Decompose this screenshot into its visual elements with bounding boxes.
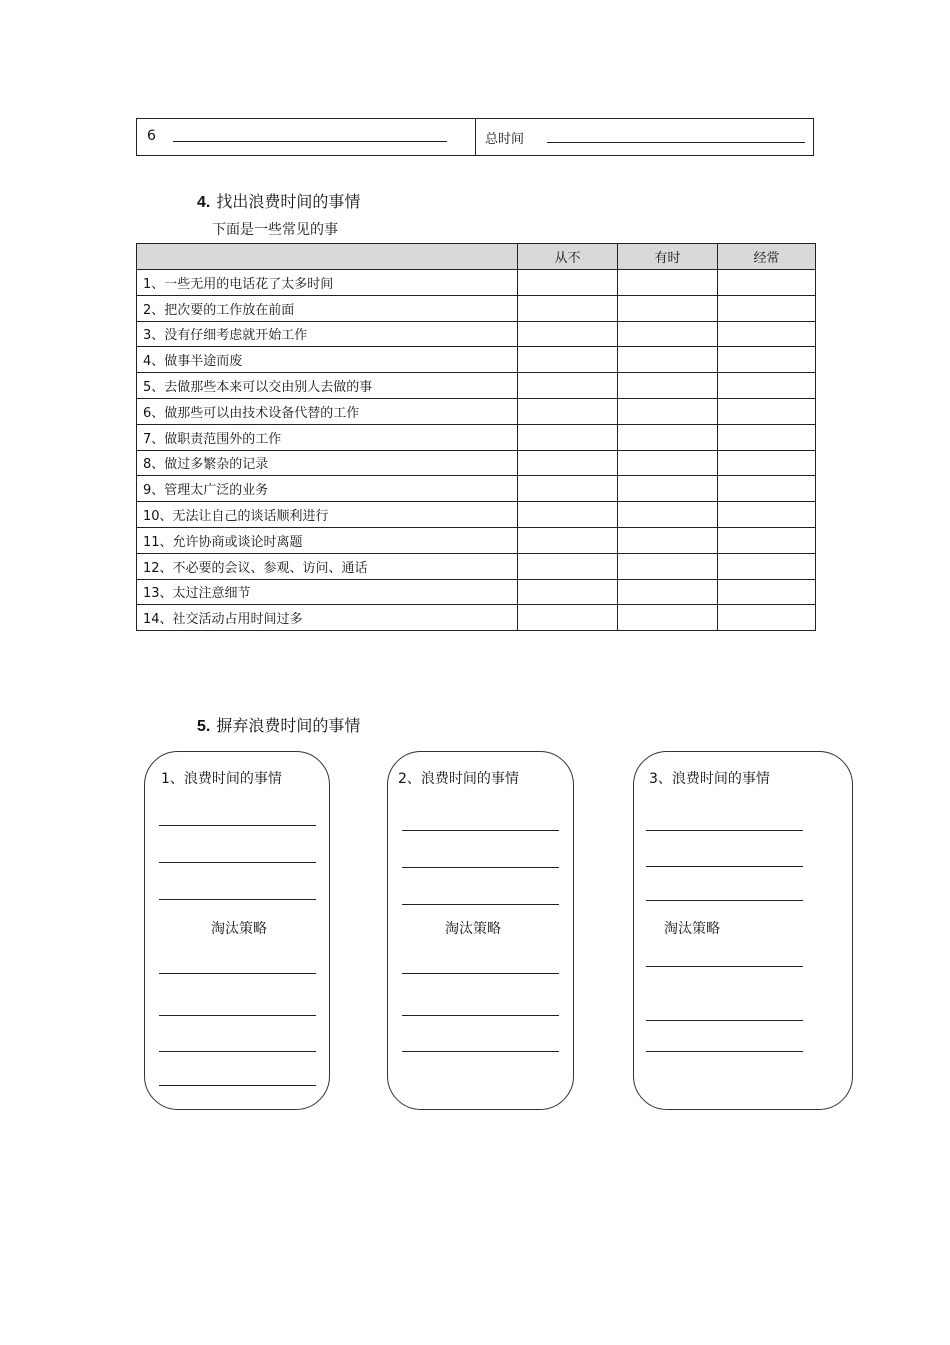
- often-cell[interactable]: [718, 450, 816, 476]
- often-cell[interactable]: [718, 502, 816, 528]
- never-cell[interactable]: [518, 579, 618, 605]
- section5-heading: [197, 713, 360, 736]
- fill-in-line[interactable]: [159, 1051, 316, 1052]
- strategy-label: 淘汰策略: [664, 921, 720, 937]
- table-row: [137, 373, 816, 399]
- time-waster-card-3: [633, 751, 853, 1110]
- item-label: 11、允许协商或谈论时离题: [137, 527, 518, 553]
- table-row: [137, 476, 816, 502]
- table-row: [137, 347, 816, 373]
- fill-in-line[interactable]: [646, 866, 803, 867]
- never-cell[interactable]: [518, 347, 618, 373]
- column-header-sometimes: 有时: [618, 244, 718, 270]
- often-cell[interactable]: [718, 398, 816, 424]
- sometimes-cell[interactable]: [618, 295, 718, 321]
- strategy-label: 淘汰策略: [211, 921, 267, 937]
- fill-in-line[interactable]: [159, 825, 316, 826]
- sometimes-cell[interactable]: [618, 450, 718, 476]
- sometimes-cell[interactable]: [618, 605, 718, 631]
- card-title: 1、浪费时间的事情: [161, 771, 282, 787]
- fill-in-line[interactable]: [159, 1015, 316, 1016]
- item-label: 3、没有仔细考虑就开始工作: [137, 321, 518, 347]
- sometimes-cell[interactable]: [618, 553, 718, 579]
- fill-in-line[interactable]: [402, 1015, 559, 1016]
- item-label: 2、把次要的工作放在前面: [137, 295, 518, 321]
- section5-title: 摒弃浪费时间的事情: [216, 716, 361, 735]
- section4-number: 4.: [197, 194, 211, 211]
- table-row: [137, 398, 816, 424]
- often-cell[interactable]: [718, 270, 816, 296]
- fill-in-line[interactable]: [159, 1085, 316, 1086]
- item-label: 7、做职责范围外的工作: [137, 424, 518, 450]
- fill-in-line[interactable]: [173, 141, 447, 142]
- table-row: [137, 605, 816, 631]
- table-row: [137, 553, 816, 579]
- sometimes-cell[interactable]: [618, 270, 718, 296]
- fill-in-line[interactable]: [646, 1051, 803, 1052]
- total-time-fill-line[interactable]: [547, 142, 805, 143]
- fill-in-line[interactable]: [646, 1020, 803, 1021]
- item-label: 14、社交活动占用时间过多: [137, 605, 518, 631]
- item-label: 1、一些无用的电话花了太多时间: [137, 270, 518, 296]
- strategy-label: 淘汰策略: [445, 921, 501, 937]
- sometimes-cell[interactable]: [618, 347, 718, 373]
- never-cell[interactable]: [518, 502, 618, 528]
- section4-title: 找出浪费时间的事情: [216, 192, 361, 211]
- fill-in-line[interactable]: [402, 973, 559, 974]
- often-cell[interactable]: [718, 347, 816, 373]
- fill-in-line[interactable]: [646, 900, 803, 901]
- fill-in-line[interactable]: [402, 830, 559, 831]
- sometimes-cell[interactable]: [618, 579, 718, 605]
- column-header-often: 经常: [718, 244, 816, 270]
- often-cell[interactable]: [718, 321, 816, 347]
- table-row: [137, 450, 816, 476]
- never-cell[interactable]: [518, 373, 618, 399]
- often-cell[interactable]: [718, 424, 816, 450]
- often-cell[interactable]: [718, 295, 816, 321]
- sometimes-cell[interactable]: [618, 321, 718, 347]
- item-label: 4、做事半途而废: [137, 347, 518, 373]
- section4-heading: [197, 189, 360, 212]
- fill-in-line[interactable]: [159, 973, 316, 974]
- table-row: [137, 295, 816, 321]
- fill-in-line[interactable]: [402, 904, 559, 905]
- fill-in-line[interactable]: [159, 899, 316, 900]
- column-header-never: 从不: [518, 244, 618, 270]
- section4-subtitle: 下面是一些常见的事: [212, 222, 338, 238]
- time-waster-card-1: [144, 751, 330, 1110]
- table-row: [137, 321, 816, 347]
- sometimes-cell[interactable]: [618, 476, 718, 502]
- never-cell[interactable]: [518, 295, 618, 321]
- sometimes-cell[interactable]: [618, 398, 718, 424]
- never-cell[interactable]: [518, 605, 618, 631]
- sometimes-cell[interactable]: [618, 373, 718, 399]
- item-label: 8、做过多繁杂的记录: [137, 450, 518, 476]
- item-label: 13、太过注意细节: [137, 579, 518, 605]
- table-row: [137, 270, 816, 296]
- never-cell[interactable]: [518, 321, 618, 347]
- fill-in-line[interactable]: [159, 862, 316, 863]
- never-cell[interactable]: [518, 398, 618, 424]
- never-cell[interactable]: [518, 553, 618, 579]
- sometimes-cell[interactable]: [618, 527, 718, 553]
- sometimes-cell[interactable]: [618, 424, 718, 450]
- never-cell[interactable]: [518, 270, 618, 296]
- fill-in-line[interactable]: [646, 830, 803, 831]
- item-label: 10、无法让自己的谈话顺利进行: [137, 502, 518, 528]
- never-cell[interactable]: [518, 527, 618, 553]
- often-cell[interactable]: [718, 476, 816, 502]
- often-cell[interactable]: [718, 605, 816, 631]
- often-cell[interactable]: [718, 579, 816, 605]
- table-row: [137, 527, 816, 553]
- table-row: [137, 502, 816, 528]
- item-label: 6、做那些可以由技术设备代替的工作: [137, 398, 518, 424]
- card-title: 2、浪费时间的事情: [398, 771, 519, 787]
- never-cell[interactable]: [518, 450, 618, 476]
- time-waster-card-2: [387, 751, 574, 1110]
- never-cell[interactable]: [518, 476, 618, 502]
- card-title: 3、浪费时间的事情: [649, 771, 770, 787]
- section5-number: 5.: [197, 718, 211, 735]
- often-cell[interactable]: [718, 553, 816, 579]
- item-label: 9、管理太广泛的业务: [137, 476, 518, 502]
- total-time-row: [136, 118, 814, 156]
- never-cell[interactable]: [518, 424, 618, 450]
- often-cell[interactable]: [718, 373, 816, 399]
- row-number: 6: [147, 128, 156, 144]
- item-label: 5、去做那些本来可以交由别人去做的事: [137, 373, 518, 399]
- fill-in-line[interactable]: [402, 1051, 559, 1052]
- time-waster-table: [136, 243, 816, 631]
- fill-in-line[interactable]: [646, 966, 803, 967]
- table-row: [137, 424, 816, 450]
- table-row: [137, 579, 816, 605]
- cell-divider: [475, 119, 476, 155]
- item-label: 12、不必要的会议、参观、访问、通话: [137, 553, 518, 579]
- total-time-label: 总时间: [485, 132, 525, 147]
- table-header-row: [137, 244, 816, 270]
- fill-in-line[interactable]: [402, 867, 559, 868]
- column-header-item: [137, 244, 518, 270]
- sometimes-cell[interactable]: [618, 502, 718, 528]
- often-cell[interactable]: [718, 527, 816, 553]
